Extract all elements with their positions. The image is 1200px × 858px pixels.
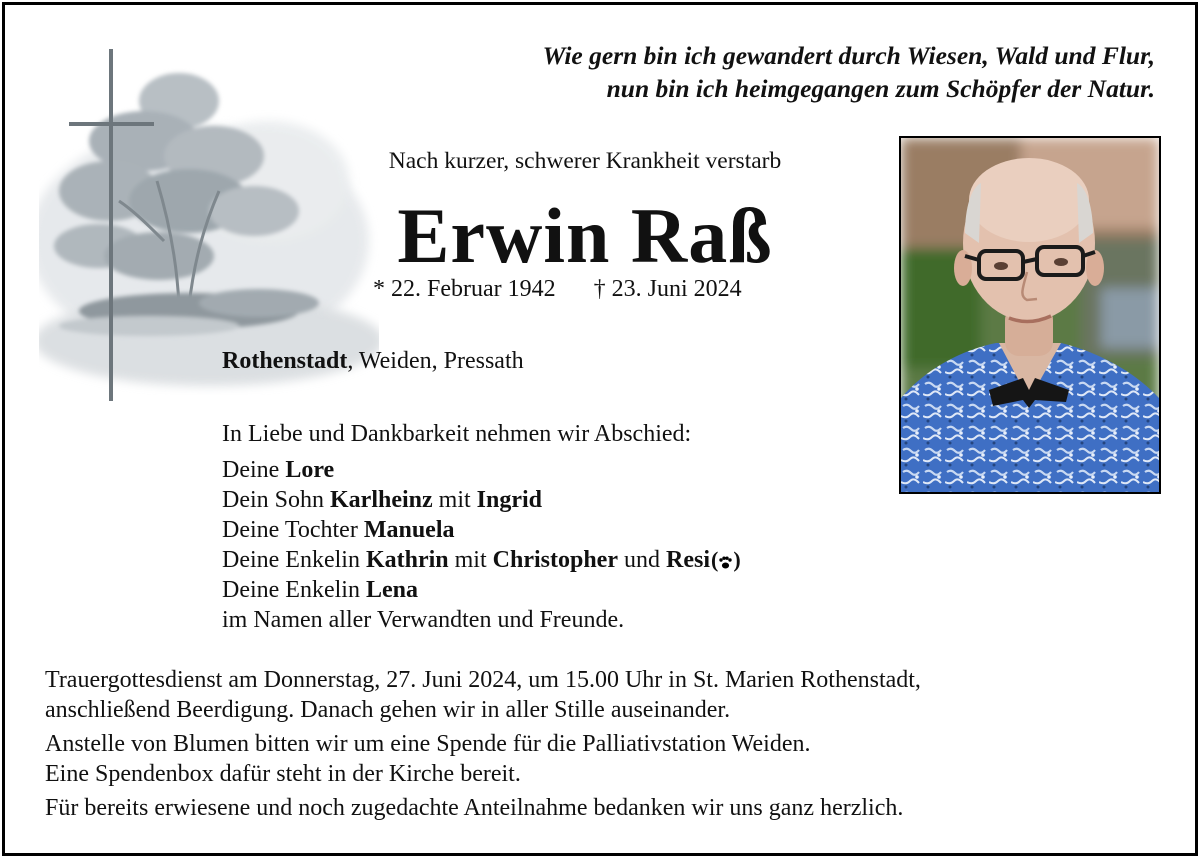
service-line-1: Trauergottesdienst am Donnerstag, 27. Juni 2024, um 15.00 Uhr in St. Marien Rothenstadt,	[45, 667, 921, 693]
portrait-photo	[899, 136, 1161, 494]
verse-line-2: nun bin ich heimgegangen zum Schöpfer der Natur.	[606, 74, 1155, 103]
service-line-2: anschließend Beerdigung. Danach gehen wir in aller Stille auseinander.	[45, 697, 731, 723]
donation-line-2: Eine Spendenbox dafür steht in der Kirche bereit.	[45, 761, 521, 787]
main-place: Rothenstadt	[222, 348, 348, 374]
death-date: † 23. Juni 2024	[593, 276, 742, 302]
donation-paragraph	[45, 729, 1175, 789]
obituary-frame	[2, 2, 1198, 856]
verse	[543, 39, 1155, 105]
donation-line-1: Anstelle von Blumen bitten wir um eine Spende für die Palliativstation Weiden.	[45, 731, 811, 757]
mourners-heading: In Liebe und Dankbarkeit nehmen wir Abschied:	[222, 421, 692, 447]
service-information	[45, 665, 1175, 823]
mourners-list	[222, 419, 740, 635]
mourners-closing: im Namen aller Verwandten und Freunde.	[222, 607, 625, 633]
thanks-line: Für bereits erwiesene und noch zugedachte Anteilnahme bedanken wir uns ganz herzlich.	[45, 795, 904, 821]
verse-line-1: Wie gern bin ich gewandert durch Wiesen, Wald und Flur,	[542, 41, 1155, 70]
mourner-son: Dein Sohn Karlheinz mit Ingrid	[222, 487, 543, 513]
thanks-paragraph	[45, 793, 1175, 823]
mourner-granddaughter-lena: Deine Enkelin Lena	[222, 577, 418, 603]
paw-icon: ( )	[711, 547, 740, 572]
mourner-daughter: Deine Tochter Manuela	[222, 517, 455, 543]
birth-date: * 22. Februar 1942	[373, 276, 556, 302]
places	[222, 348, 524, 375]
mourner-granddaughter-kathrin: Deine Enkelin Kathrin mit Christopher und Resi( )	[222, 547, 740, 573]
intro-text: Nach kurzer, schwerer Krankheit verstarb	[388, 148, 782, 174]
deceased-name: Erwin Raß	[397, 192, 773, 279]
life-dates	[373, 276, 742, 303]
funeral-service-paragraph	[45, 665, 1175, 725]
mourner-wife: Deine Lore	[222, 457, 335, 483]
other-places: , Weiden, Pressath	[347, 348, 524, 374]
